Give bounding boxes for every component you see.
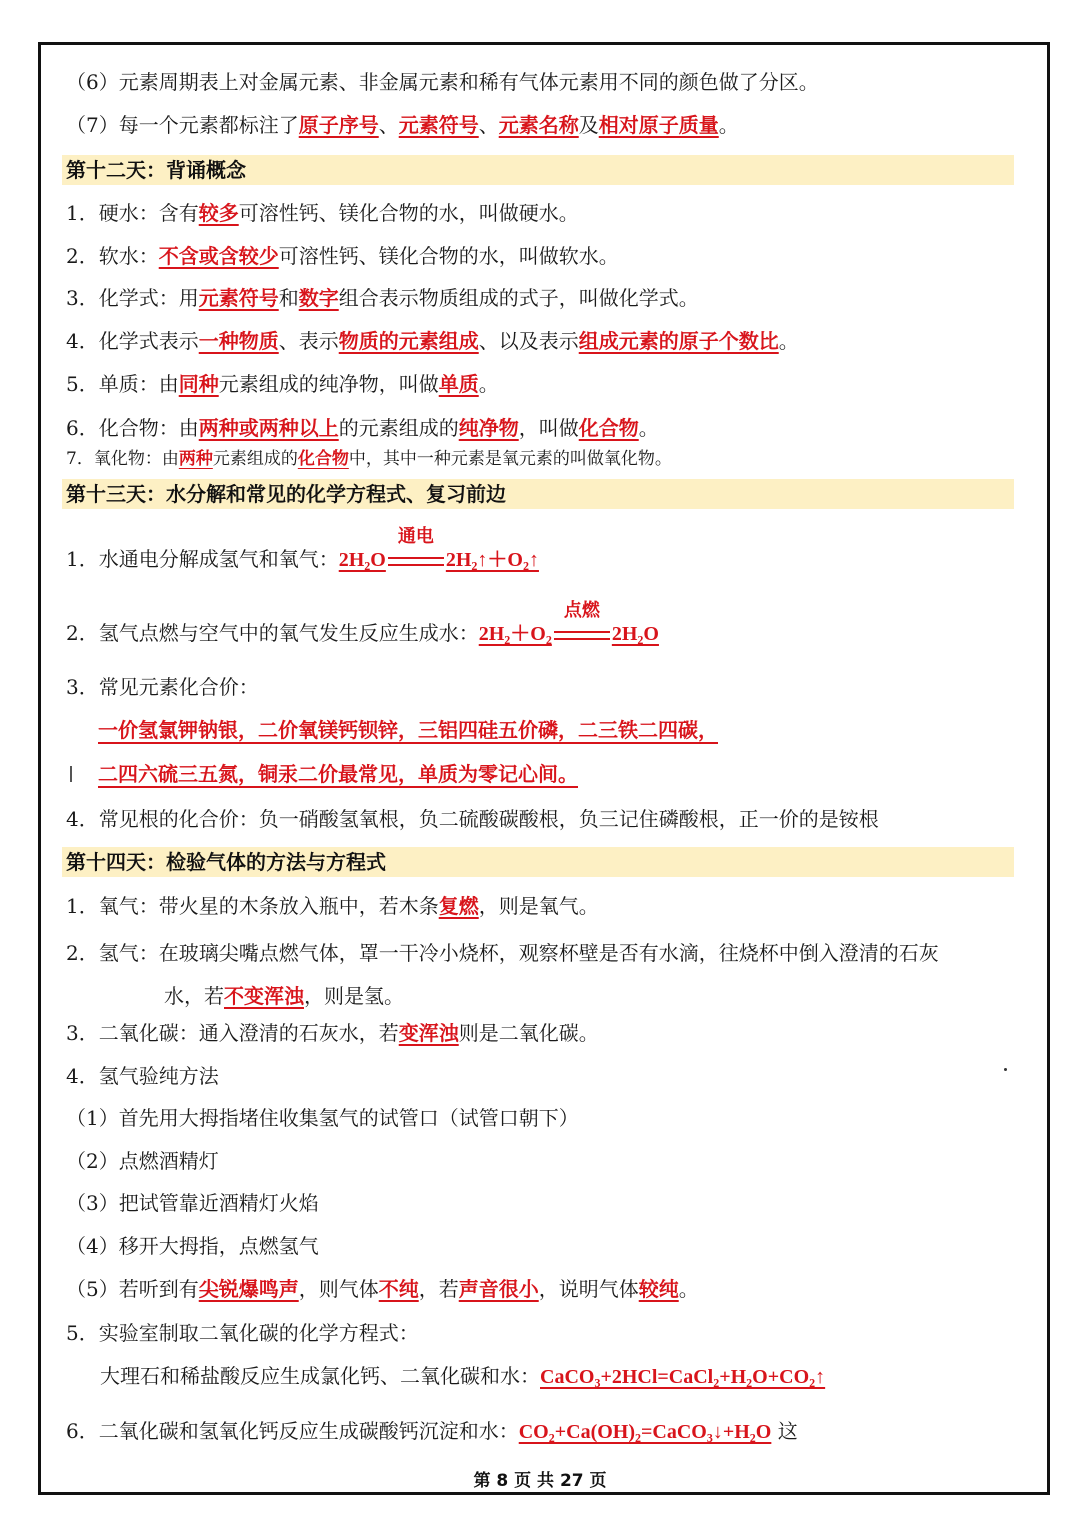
stray-dot (1004, 1068, 1007, 1071)
day14-item-3: 3．二氧化碳：通入澄清的石灰水，若变浑浊则是二氧化碳。 (66, 1021, 599, 1045)
day14-step-5: （5）若听到有尖锐爆鸣声，则气体不纯，若声音很小，说明气体较纯。 (66, 1277, 699, 1301)
day12-item-6: 6．化合物：由两种或两种以上的元素组成的纯净物，叫做化合物。 (66, 416, 659, 440)
day14-step-3: （3）把试管靠近酒精灯火焰 (66, 1191, 319, 1215)
page-footer: 第 8 页 共 27 页 (473, 1471, 607, 1491)
day13-header: 第十三天：水分解和常见的化学方程式、复习前边 (62, 479, 1014, 509)
day14-step-1: （1）首先用大拇指堵住收集氢气的试管口（试管口朝下） (66, 1106, 579, 1130)
day14-step-4: （4）移开大拇指，点燃氢气 (66, 1234, 319, 1258)
day13-item-4: 4．常见根的化合价：负一硝酸氢氧根，负二硫酸碳酸根，负三记住磷酸根，正一价的是铵根 (66, 807, 879, 831)
day12-item-1: 1．硬水：含有较多可溶性钙、镁化合物的水，叫做硬水。 (66, 201, 579, 225)
margin-mark (70, 766, 72, 782)
day14-item-1: 1．氧气：带火星的木条放入瓶中，若木条复燃，则是氧气。 (66, 894, 599, 918)
day12-item-4: 4．化学式表示一种物质、表示物质的元素组成、以及表示组成元素的原子个数比。 (66, 329, 799, 353)
day14-step-2: （2）点燃酒精灯 (66, 1149, 219, 1173)
day12-item-7: 7．氧化物：由两种元素组成的化合物中，其中一种元素是氧元素的叫做氧化物。 (66, 449, 672, 469)
day12-item-2: 2．软水：不含或含较少可溶性钙、镁化合物的水，叫做软水。 (66, 244, 619, 268)
line-7: （7）每一个元素都标注了原子序号、元素符号、元素名称及相对原子质量。 (66, 113, 739, 137)
day13-item-1: 1．水通电分解成氢气和氧气：2H₂O 通电 2H₂↑＋O₂↑ (66, 526, 539, 571)
line-6: （6）元素周期表上对金属元素、非金属元素和稀有气体元素用不同的颜色做了分区。 (66, 70, 819, 94)
day13-item-2: 2．氢气点燃与空气中的氧气发生反应生成水：2H₂＋O₂ 点燃 2H₂O (66, 600, 659, 645)
day14-item-5-equation: 大理石和稀盐酸反应生成氯化钙、二氧化碳和水：CaCO₃+2HCl=CaCl₂+H₂O+CO₂↑ (100, 1364, 826, 1388)
day12-item-3: 3．化学式：用元素符号和数字组合表示物质组成的式子，叫做化学式。 (66, 286, 699, 310)
valence-rhyme-1: 一价氢氯钾钠银，二价氧镁钙钡锌，三铝四硅五价磷，二三铁二四碳， (98, 718, 718, 742)
day12-item-5: 5．单质：由同种元素组成的纯净物，叫做单质。 (66, 372, 499, 396)
day14-item-5: 5．实验室制取二氧化碳的化学方程式： (66, 1321, 419, 1345)
equation-hydrogen-combustion: 2H₂＋O₂ 点燃 2H₂O (478, 600, 659, 645)
valence-rhyme-2: 二四六硫三五氮，铜汞二价最常见，单质为零记心间。 (98, 762, 578, 786)
equation-electrolysis: 2H₂O 通电 2H₂↑＋O₂↑ (338, 526, 539, 571)
day14-item-6: 6．二氧化碳和氢氧化钙反应生成碳酸钙沉淀和水：CO₂+Ca(OH)₂=CaCO₃↓+H₂O 这 (66, 1419, 798, 1443)
day13-item-3: 3．常见元素化合价： (66, 675, 259, 699)
day12-header: 第十二天：背诵概念 (62, 155, 1014, 185)
day14-item-4: 4．氢气验纯方法 (66, 1064, 219, 1088)
day14-header: 第十四天：检验气体的方法与方程式 (62, 847, 1014, 877)
day14-item-2: 2．氢气：在玻璃尖嘴点燃气体，罩一干冷小烧杯，观察杯壁是否有水滴，往烧杯中倒入澄清的石灰 (66, 941, 939, 965)
day14-item-2-cont: 水，若不变浑浊，则是氢。 (164, 984, 404, 1008)
